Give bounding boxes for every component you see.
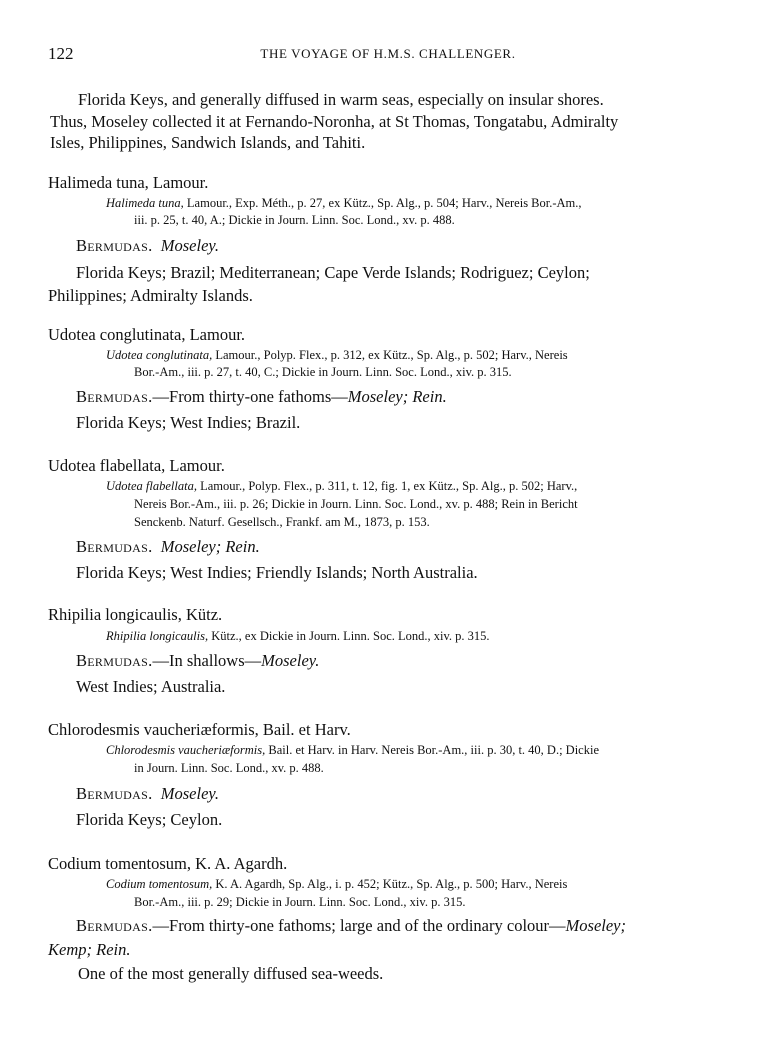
reference-line: iii. p. 25, t. 40, A.; Dickie in Journ. Linn. Soc. Lond., xv. p. 488. xyxy=(134,213,455,227)
reference-taxon: Chlorodesmis vaucheriæformis, xyxy=(106,743,266,757)
collector: Moseley. xyxy=(261,651,320,670)
collector: Moseley; xyxy=(565,916,626,935)
reference-taxon: Halimeda tuna, xyxy=(106,196,184,210)
reference-taxon: Udotea conglutinata, xyxy=(106,348,213,362)
species-name: Udotea conglutinata, Lamour. xyxy=(48,325,246,344)
locality-name: Bermudas. xyxy=(76,236,153,255)
distribution-line: Philippines; Admiralty Islands. xyxy=(48,286,253,305)
page-number: 122 xyxy=(48,44,74,63)
distribution-line: Florida Keys; Ceylon. xyxy=(76,810,223,829)
locality-line xyxy=(76,236,219,256)
locality-name: Bermudas. xyxy=(76,537,153,556)
locality-note: —From thirty-one fathoms— xyxy=(152,387,348,406)
locality-line xyxy=(76,784,219,804)
intro-line: Isles, Philippines, Sandwich Islands, and Tahiti. xyxy=(50,133,366,152)
locality-line xyxy=(76,651,319,671)
running-title: THE VOYAGE OF H.M.S. CHALLENGER. xyxy=(260,46,516,61)
collector: Moseley; Rein. xyxy=(160,537,260,556)
locality-name: Bermudas. xyxy=(76,916,153,935)
locality-note: —From thirty-one fathoms; large and of the ordinary colour— xyxy=(152,916,566,935)
locality-line xyxy=(76,916,626,936)
collector: Moseley; Rein. xyxy=(347,387,447,406)
distribution-line: Florida Keys; West Indies; Brazil. xyxy=(76,413,301,432)
reference-taxon: Codium tomentosum, xyxy=(106,877,213,891)
locality-continuation xyxy=(48,938,130,961)
reference-line: Chlorodesmis vaucheriæformis, Bail. et Harv. in Harv. Nereis Bor.-Am., iii. p. 30, t. 40, D.; Dickie xyxy=(106,743,599,757)
locality-line xyxy=(76,387,447,407)
locality-name: Bermudas. xyxy=(76,387,153,406)
species-name: Rhipilia longicaulis, Kütz. xyxy=(48,605,223,624)
reference-taxon: Rhipilia longicaulis, xyxy=(106,629,209,643)
collector: Moseley. xyxy=(160,784,219,803)
locality-name: Bermudas. xyxy=(76,784,153,803)
page-header xyxy=(48,44,728,68)
locality-name: Bermudas. xyxy=(76,651,153,670)
collector: Moseley. xyxy=(160,236,219,255)
species-name: Halimeda tuna, Lamour. xyxy=(48,173,209,192)
distribution-line: Florida Keys; Brazil; Mediterranean; Cape Verde Islands; Rodriguez; Ceylon; xyxy=(76,263,590,282)
reference-line: Rhipilia longicaulis, Kütz., ex Dickie in Journ. Linn. Soc. Lond., xiv. p. 315. xyxy=(106,629,490,643)
reference-line: Udotea conglutinata, Lamour., Polyp. Flex., p. 312, ex Kütz., Sp. Alg., p. 502; Harv., Nereis xyxy=(106,348,568,362)
reference-line: Halimeda tuna, Lamour., Exp. Méth., p. 27, ex Kütz., Sp. Alg., p. 504; Harv., Nereis Bor.-Am., xyxy=(106,196,582,210)
reference-line: Senckenb. Naturf. Gesellsch., Frankf. am M., 1873, p. 153. xyxy=(134,515,430,529)
reference-line: Udotea flabellata, Lamour., Polyp. Flex., p. 311, t. 12, fig. 1, ex Kütz., Sp. Alg., p. 502; Harv., xyxy=(106,479,578,493)
species-name: Codium tomentosum, K. A. Agardh. xyxy=(48,854,288,873)
distribution-line: One of the most generally diffused sea-weeds. xyxy=(78,964,384,983)
reference-line: Bor.-Am., iii. p. 27, t. 40, C.; Dickie in Journ. Linn. Soc. Lond., xiv. p. 315. xyxy=(134,365,512,379)
reference-line: Codium tomentosum, K. A. Agardh, Sp. Alg., i. p. 452; Kütz., Sp. Alg., p. 500; Harv., Nereis xyxy=(106,877,568,891)
collector: Kemp; Rein. xyxy=(48,940,131,959)
distribution-line: Florida Keys; West Indies; Friendly Islands; North Australia. xyxy=(76,563,478,582)
reference-line: Nereis Bor.-Am., iii. p. 26; Dickie in Journ. Linn. Soc. Lond., xv. p. 488; Rein in Bericht xyxy=(134,497,578,511)
species-name: Chlorodesmis vaucheriæformis, Bail. et Harv. xyxy=(48,720,351,739)
species-name: Udotea flabellata, Lamour. xyxy=(48,456,225,475)
reference-line: in Journ. Linn. Soc. Lond., xv. p. 488. xyxy=(134,761,324,775)
locality-note: —In shallows— xyxy=(152,651,262,670)
intro-line: Florida Keys, and generally diffused in warm seas, especially on insular shores. xyxy=(78,90,604,109)
distribution-line: West Indies; Australia. xyxy=(76,677,226,696)
reference-taxon: Udotea flabellata, xyxy=(106,479,197,493)
locality-line xyxy=(76,537,260,557)
reference-line: Bor.-Am., iii. p. 29; Dickie in Journ. Linn. Soc. Lond., xiv. p. 315. xyxy=(134,895,466,909)
intro-line: Thus, Moseley collected it at Fernando-Noronha, at St Thomas, Tongatabu, Admiralty xyxy=(50,112,619,131)
